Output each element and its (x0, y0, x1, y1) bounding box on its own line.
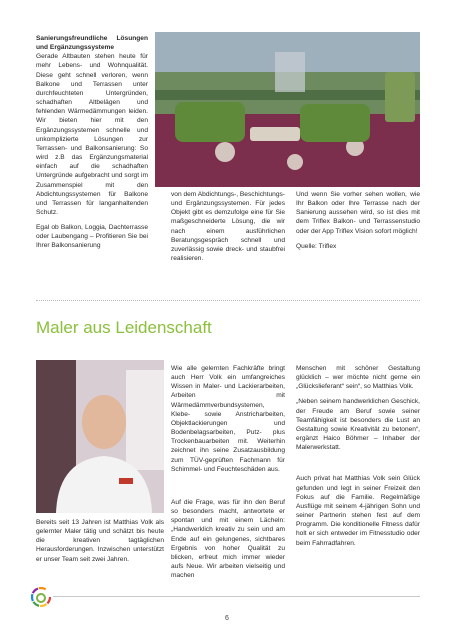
circle-logo-icon (31, 587, 51, 607)
article2-col3-paragraph-2: „Neben seinem handwerklichen Geschick, der Freude am Beruf sowie seiner Teamfähigkeit ist besonders die Lust an Gestaltung sowie Kreativität zu betonen“, ergänzt Haico Böhmer – Inhaber der Malerwerkstatt. (296, 398, 420, 452)
article2-title: Maler aus Leidenschaft (36, 318, 212, 337)
footer-rule (53, 596, 420, 597)
article2-col2-paragraph-2: Auf die Frage, was für ihn den Beruf so besonders macht, antwortete er spontan und mit einem Lächeln: „Handwerklich kreativ zu sein und am Ende auf ein gelungenes, sichtbares Ergebnis von hoher Qualität zu blicken, erfreut mich immer wieder aufs Neue. Wir arbeiten vielseitig und machen (171, 498, 285, 580)
article2-column-2 (171, 364, 285, 580)
article1-col3-paragraph-1: Und wenn Sie vorher sehen wollen, wie Ihr Balkon oder Ihre Terrasse nach der Sanierung aussehen wird, so ist dies mit dem Triflex Balkon- und Terrassenstudio oder der App Triflex Vision sofort möglich! (296, 191, 420, 235)
article1-source-credit: Quelle: Triflex (296, 242, 337, 250)
article1-column-3 (296, 190, 420, 251)
article2-col3-paragraph-3: Auch privat hat Matthias Volk sein Glück gefunden und legt in seiner Freizeit den Fokus auf die Familie. Regelmäßige Ausflüge mit seinem 4-jährigen Sohn und seiner Partnerin stehen fest auf dem Programm. Die konditionelle Fitness dafür holt er sich entweder im Fitnesstudio oder beim Fahrradfahren. (296, 475, 420, 547)
article2-col2-paragraph-1: Wie alle gelernten Fachkräfte bringt auch Herr Volk ein umfangreiches Wissen in Maler- und Lackierarbeiten, Arbeiten mit Wärmedämmverbundsystemen, Klebe- sowie Anstricharbeiten, Objektlackierungen und Bodenbelagsarbeiten, Putz- plus Trockenbauarbeiten mit. Weiterhin zeichnet ihn seine Zusatzausbildung zum TÜV-geprüften Fachmann für Schimmel- und Feuchteschäden aus. (171, 365, 285, 473)
portrait-photo (36, 360, 164, 513)
article1-col2-paragraph-1: von dem Abdichtungs-, Beschichtungs- und Ergänzungssystemen. Für jedes Objekt gibt es demzufolge eine für Sie maßgeschneiderte Lösung, die wir nach einem ausführlichen Beratungsgespräch schnell und zuverlässig sowie dreck- und staubfrei realisieren. (171, 191, 285, 263)
section-divider (36, 300, 420, 301)
article1-col1-paragraph-1: Gerade Altbauten stehen heute für mehr Lebens- und Wohnqualität. Diese geht schnell verloren, wenn Balkone und Terrassen unter durchfeuchteten Untergründen, schadhaften Altbelägen und fehlenden Wärmedämmungen leiden. Wir bieten hier mit den Ergänzungssystemen schnelle und unkomplizierte Lösungen zur Terrassen- und Balkonsanierung: So wird z.B das Ergänzungsmaterial einfach auf die schadhaften Untergründe aufgebracht und sorgt im Zusammenspiel mit den Abdichtungssystemen für Balkone und Terrassen für langanhaltenden Schutz. (36, 53, 148, 216)
article2-column-1 (36, 518, 164, 564)
terrace-photo (155, 32, 420, 187)
article1-column-2 (171, 190, 285, 263)
article2-col3-paragraph-1: Menschen mit schöner Gestaltung glücklich – wer möchte nicht gerne ein „Glückslieferant“ sein“, so Matthias Volk. (296, 365, 420, 391)
article2-column-3 (296, 364, 420, 548)
article1-heading: Sanierungsfreundliche Lösungen und Ergänzungssysteme (36, 35, 148, 52)
article1-column-1 (36, 34, 148, 251)
page-number: 6 (225, 615, 229, 622)
article1-col1-paragraph-2: Egal ob Balkon, Loggia, Dachterrasse oder Laubengang – Profitieren Sie bei Ihrer Balkonsanierung (36, 224, 148, 250)
article2-col1-paragraph-1: Bereits seit 13 Jahren ist Matthias Volk als gelernter Maler tätig und schätzt bis heute die kreativen tagtäglichen Herausforderungen. Inzwischen unterstützt er unser Team seit zwei Jahren. (36, 519, 164, 563)
